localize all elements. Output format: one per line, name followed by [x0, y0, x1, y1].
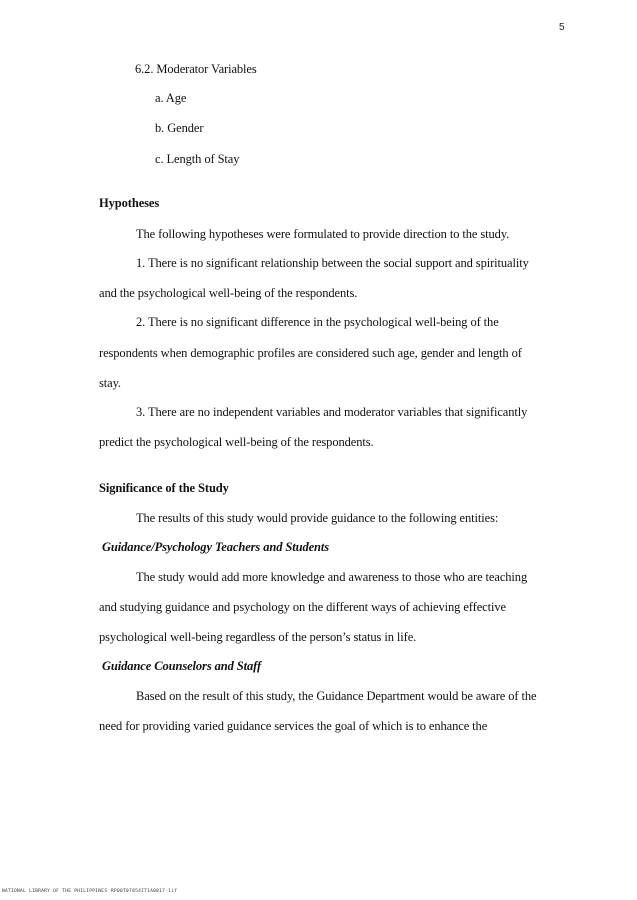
subheading-counselors-staff: Guidance Counselors and Staff	[102, 659, 262, 673]
hypothesis-1-line-2: and the psychological well-being of the respondents.	[99, 286, 358, 300]
moderator-item-gender: b. Gender	[155, 121, 204, 135]
teachers-students-line-2: and studying guidance and psychology on the different ways of achieving effective	[99, 600, 506, 614]
footer-document-code: RP00T07854IT1A0817-1if	[111, 889, 178, 894]
page-number: 5	[559, 22, 565, 33]
hypothesis-2-line-1: 2. There is no significant difference in the psychological well-being of the	[136, 315, 499, 329]
hypotheses-heading: Hypotheses	[99, 196, 160, 210]
teachers-students-line-1: The study would add more knowledge and awareness to those who are teaching	[136, 570, 528, 584]
counselors-staff-line-1: Based on the result of this study, the Guidance Department would be aware of the	[136, 689, 537, 703]
subheading-teachers-students: Guidance/Psychology Teachers and Students	[102, 540, 330, 554]
teachers-students-line-3: psychological well-being regardless of the person’s status in life.	[99, 630, 417, 644]
significance-intro: The results of this study would provide guidance to the following entities:	[136, 511, 499, 525]
hypothesis-1-line-1: 1. There is no significant relationship between the social support and spirituality	[136, 256, 529, 270]
hypothesis-2-line-2: respondents when demographic profiles are considered such age, gender and length of	[99, 346, 522, 360]
moderator-title: 6.2. Moderator Variables	[135, 62, 257, 76]
footer-library-stamp: NATIONAL LIBRARY OF THE PHILIPPINES	[2, 889, 108, 894]
hypothesis-3-line-1: 3. There are no independent variables and moderator variables that significantly	[136, 405, 528, 419]
counselors-staff-line-2: need for providing varied guidance services the goal of which is to enhance the	[99, 719, 488, 733]
moderator-item-length-of-stay: c. Length of Stay	[155, 152, 240, 166]
significance-heading: Significance of the Study	[99, 481, 229, 495]
hypothesis-2-line-3: stay.	[99, 376, 121, 390]
hypothesis-3-line-2: predict the psychological well-being of the respondents.	[99, 435, 374, 449]
hypotheses-intro: The following hypotheses were formulated to provide direction to the study.	[136, 227, 510, 241]
moderator-item-age: a. Age	[155, 91, 187, 105]
